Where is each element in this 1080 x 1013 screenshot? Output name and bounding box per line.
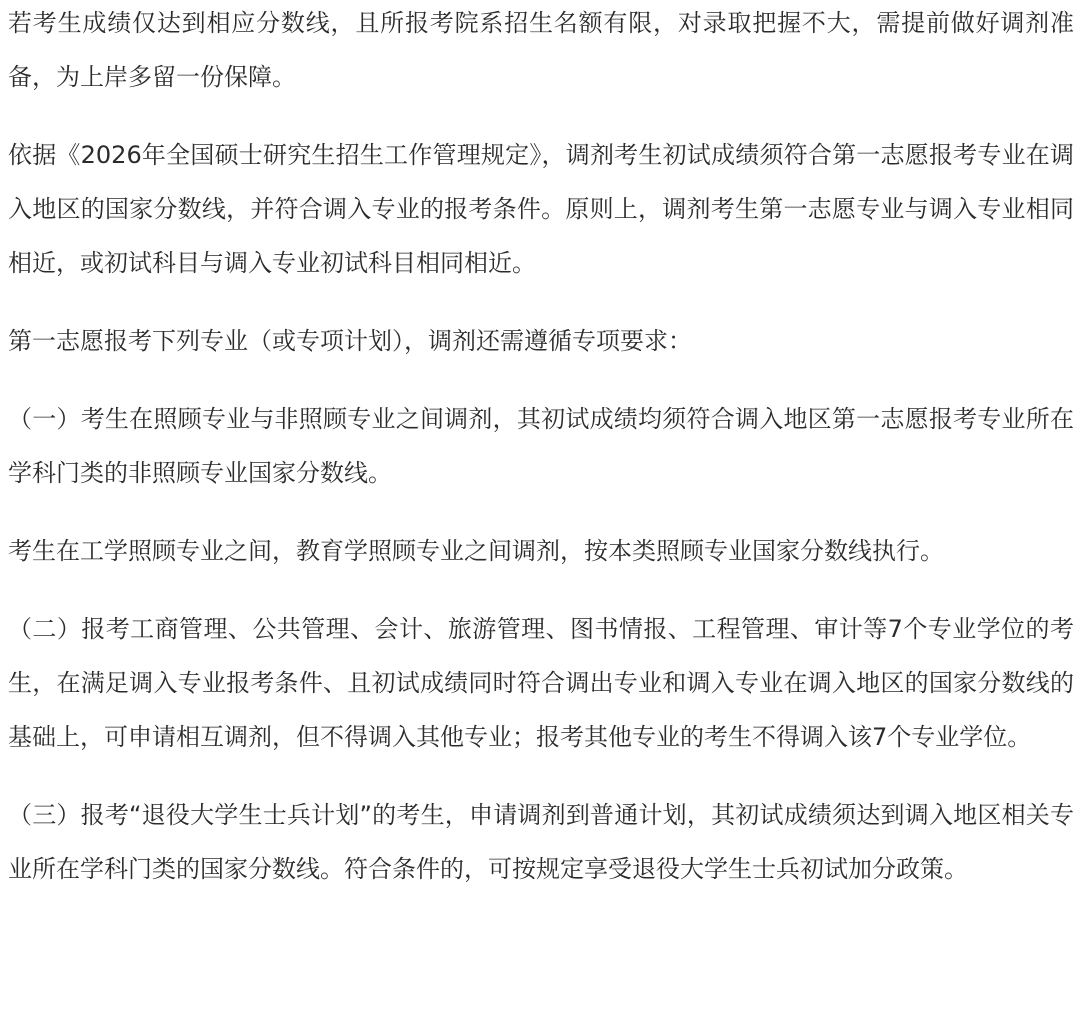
paragraph-item-one-note: 考生在工学照顾专业之间，教育学照顾专业之间调剂，按本类照顾专业国家分数线执行。	[8, 537, 944, 565]
paragraph-item-two: （二）报考工商管理、公共管理、会计、旅游管理、图书情报、工程管理、审计等7个专业学位的考生，在满足调入专业报考条件、且初试成绩同时符合调出专业和调入专业在调入地区的国家分数线的基础上，可申请相互调剂，但不得调入其他专业；报考其他专业的考生不得调入该7个专业学位。	[8, 615, 1074, 751]
paragraph-gap	[8, 368, 1074, 392]
paragraph-gap	[8, 764, 1074, 788]
paragraph-item-one: （一）考生在照顾专业与非照顾专业之间调剂，其初试成绩均须符合调入地区第一志愿报考专业所在学科门类的非照顾专业国家分数线。	[8, 405, 1074, 487]
paragraph-gap	[8, 500, 1074, 524]
paragraph-intro: 若考生成绩仅达到相应分数线，且所报考院系招生名额有限，对录取把握不大，需提前做好调剂准备，为上岸多留一份保障。	[8, 9, 1074, 91]
paragraph-gap	[8, 578, 1074, 602]
paragraph-special-requirements: 第一志愿报考下列专业（或专项计划），调剂还需遵循专项要求：	[8, 327, 692, 355]
paragraph-gap	[8, 104, 1074, 128]
paragraph-item-three: （三）报考“退役大学生士兵计划”的考生，申请调剂到普通计划，其初试成绩须达到调入地区相关专业所在学科门类的国家分数线。符合条件的，可按规定享受退役大学生士兵初试加分政策。	[8, 801, 1074, 883]
paragraph-regulation-basis: 依据《2026年全国硕士研究生招生工作管理规定》，调剂考生初试成绩须符合第一志愿报考专业在调入地区的国家分数线，并符合调入专业的报考条件。原则上，调剂考生第一志愿专业与调入专业相同相近，或初试科目与调入专业初试科目相同相近。	[8, 141, 1074, 277]
paragraph-gap	[8, 290, 1074, 314]
